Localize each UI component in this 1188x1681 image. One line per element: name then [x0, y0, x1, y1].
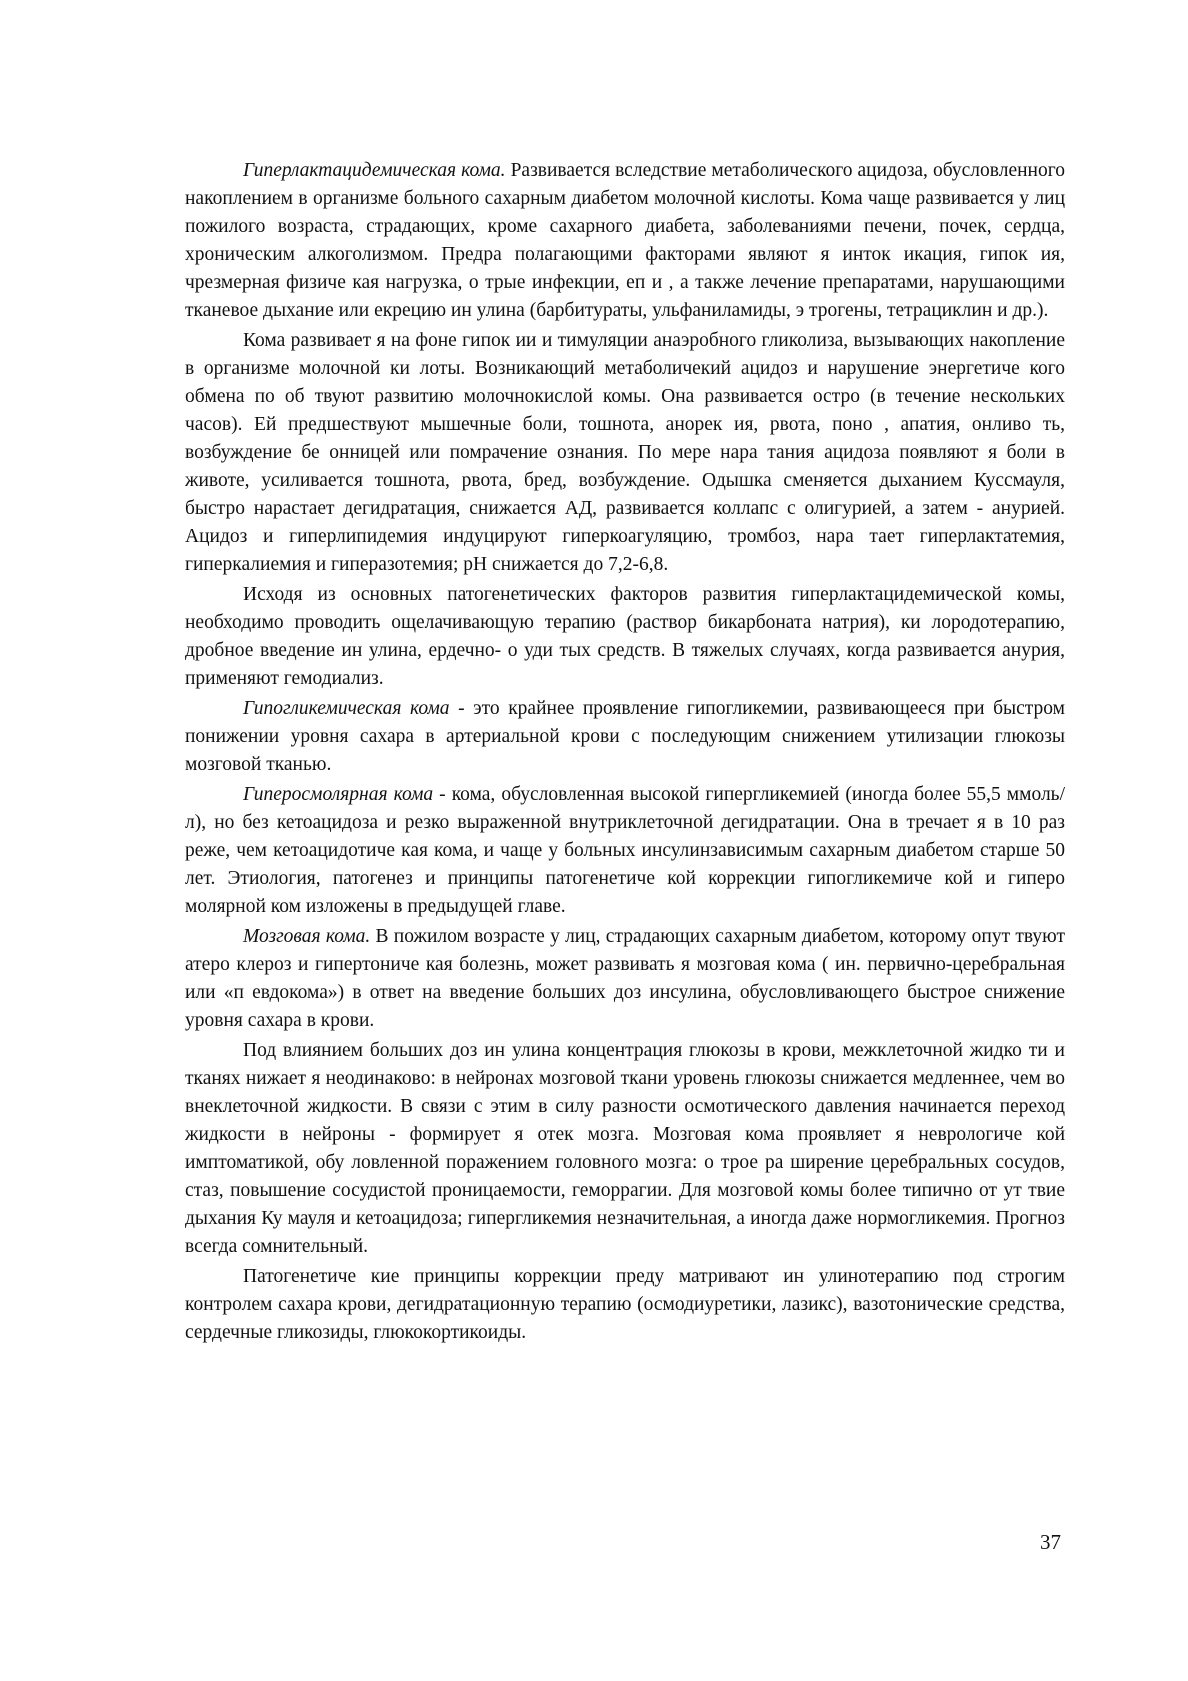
paragraph-insulin-effects [185, 1037, 1065, 1261]
paragraph-text: - кома, обусловленная высокой гипергликемией (иногда более 55,5 ммоль/л), но без кетоацидоза и резко выраженной внутриклеточной дегидратации. Она в тречает я в 10 раз реже, чем кетоацидотиче кая кома, и чаще у больных инсулинзависимым сахарным диабетом старше 50 лет. Этиология, патогенез и принципы патогенетиче кой коррекции гипогликемиче кой и гиперо молярной ком изложены в предыдущей главе. [185, 784, 1065, 917]
paragraph-text: В пожилом возрасте у лиц, страдающих сахарным диабетом, которому опут твуют атеро клероз и гипертониче кая болезнь, может развивать я мозговая кома ( ин. первично-церебральная или «п евдокома») в ответ на введение больших доз инсулина, обусловливающего быстрое снижение уровня сахара в крови. [185, 926, 1066, 1031]
paragraph-lead-term: Гипогликемическая кома [243, 698, 450, 719]
paragraph-text: Развивается вследствие метаболического ацидоза, обусловленного накоплением в организме больного сахарным диабетом молочной кислоты. Кома чаще развивается у лиц пожилого возраста, страдающих, кроме сахарного диабета, заболеваниями печени, почек, сердца, хроническим алкоголизмом. Предра полагающими факторами являют я инток икация, гипок ия, чрезмерная физиче кая нагрузка, о трые инфекции, еп и , а также лечение препаратами, нарушающими тканевое дыхание или екрецию ин улина (барбитураты, ульфаниламиды, э трогены, тетрациклин и др.). [185, 160, 1065, 321]
paragraph-coma-development [185, 327, 1065, 579]
page-body [185, 157, 1065, 1349]
paragraph-text: - это крайнее проявление гипогликемии, развивающееся при быстром понижении уровня сахара в артериальной крови с последующим снижением утилизации глюкозы мозговой тканью. [185, 698, 1065, 775]
paragraph-lead-term: Мозговая кома. [243, 926, 371, 947]
paragraph-text: Кома развивает я на фоне гипок ии и тимуляции анаэробного гликолиза, вызывающих накопление в организме молочной ки лоты. Возникающий метаболичекий ацидоз и нарушение энергетиче кого обмена по об твуют развитию молочнокислой комы. Она развивается остро (в течение нескольких часов). Ей предшествуют мышечные боли, тошнота, анорек ия, рвота, поно , апатия, онливо ть, возбуждение бе онницей или помрачение ознания. По мере нара тания ацидоза появляют я боли в животе, усиливается тошнота, рвота, бред, возбуждение. Одышка сменяется дыханием Куссмауля, быстро нарастает дегидратация, снижается АД, развивается коллапс с олигурией, а затем - анурией. Ацидоз и гиперлипидемия индуцируют гиперкоагуляцию, тромбоз, нара тает гиперлактатемия, гиперкалиемия и гиперазотемия; рН снижается до 7,2-6,8. [185, 330, 1065, 575]
paragraph-hyperosmolar-coma [185, 781, 1065, 921]
page-number: 37 [1040, 1530, 1061, 1554]
paragraph-text: Под влиянием больших доз ин улина концентрация глюкозы в крови, межклеточной жидко ти и тканях нижает я неодинаково: в нейронах мозговой ткани уровень глюкозы снижается медленнее, чем во внеклеточной жидкости. В связи с этим в силу разности осмотического давления начинается переход жидкости в нейроны - формирует я отек мозга. Мозговая кома проявляет я неврологиче кой имптоматикой, обу ловленной поражением головного мозга: о трое ра ширение церебральных сосудов, стаз, повышение сосудистой проницаемости, геморрагии. Для мозговой комы более типично от ут твие дыхания Ку мауля и кетоацидоза; гипергликемия незначительная, а иногда даже нормогликемия. Прогноз всегда сомнительный. [185, 1040, 1065, 1257]
paragraph-hypoglycemic-coma [185, 695, 1065, 779]
paragraph-text: Патогенетиче кие принципы коррекции преду матривают ин улинотерапию под строгим контролем сахара крови, дегидратационную терапию (осмодиуретики, лазикс), вазотонические средства, сердечные гликозиды, глюкокортикоиды. [185, 1266, 1065, 1343]
paragraph-hyperlactacidemic-coma [185, 157, 1065, 325]
paragraph-text: Исходя из основных патогенетических факторов развития гиперлактацидемической комы, необходимо проводить ощелачивающую терапию (раствор бикарбоната натрия), ки лородотерапию, дробное введение ин улина, ердечно- о уди тых средств. В тяжелых случаях, когда развивается анурия, применяют гемодиализ. [185, 584, 1065, 689]
paragraph-therapy [185, 581, 1065, 693]
paragraph-lead-term: Гиперосмолярная кома [243, 784, 434, 805]
paragraph-cerebral-coma [185, 923, 1065, 1035]
paragraph-lead-term: Гиперлактацидемическая кома. [243, 160, 506, 181]
paragraph-correction-principles [185, 1263, 1065, 1347]
